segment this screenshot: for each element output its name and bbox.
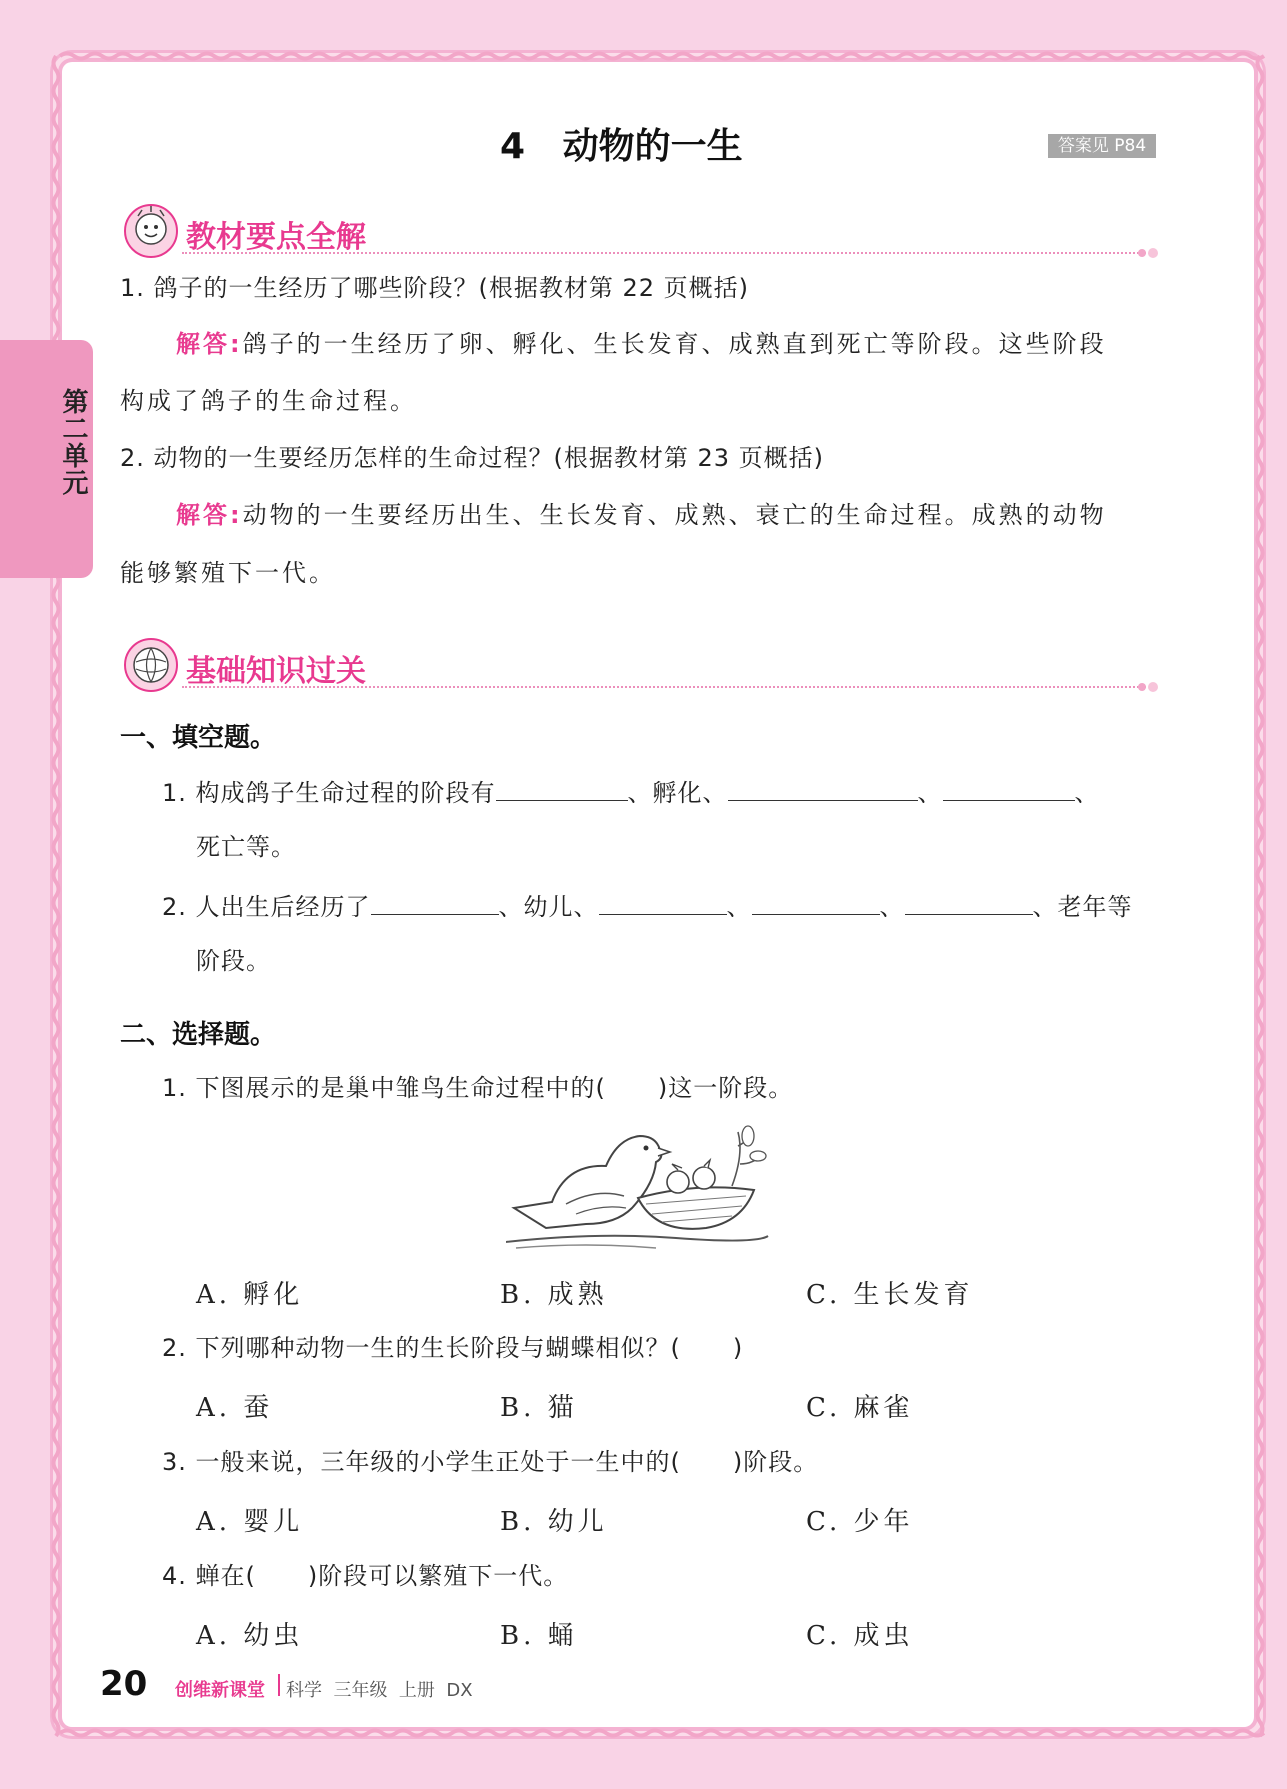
fill-question-2-cont: 阶段。: [196, 947, 271, 975]
fill-question-2: [162, 886, 1133, 925]
choice-4-option-b[interactable]: B. 蛹: [500, 1621, 578, 1651]
answer-blank[interactable]: [943, 772, 1075, 801]
answer-2-line-2: 能够繁殖下一代。: [120, 559, 336, 587]
choice-2-option-b[interactable]: B. 猫: [500, 1393, 578, 1423]
choice-question-4: [162, 1558, 568, 1594]
section-title: 教材要点全解: [186, 220, 366, 255]
choice-4-option-c[interactable]: C. 成虫: [806, 1621, 914, 1651]
section-header-key-points: [118, 202, 1160, 258]
unit-tab-label: 第二单元: [58, 388, 88, 496]
question-text: 、: [726, 893, 752, 921]
mascot-icon: [122, 202, 180, 260]
question-text: 、幼儿、: [498, 893, 599, 921]
bird-nest-illustration: [506, 1124, 774, 1254]
question-text: 3. 一般来说，三年级的小学生正处于一生中的(: [162, 1448, 681, 1476]
page-number: 20: [100, 1664, 148, 1704]
answer-label: 解答:: [176, 501, 243, 529]
answer-blank[interactable]: [905, 886, 1033, 915]
answer-text: 动物的一生要经历出生、生长发育、成熟、衰亡的生命过程。成熟的动物: [242, 501, 1107, 529]
question-text: )这一阶段。: [657, 1074, 794, 1102]
fill-question-1-cont: 死亡等。: [196, 833, 296, 861]
choice-1-option-b[interactable]: B. 成熟: [500, 1280, 608, 1310]
question-2: 2. 动物的一生要经历怎样的生命过程？(根据教材第 23 页概括): [120, 444, 825, 472]
choice-2-option-c[interactable]: C. 麻雀: [806, 1393, 914, 1423]
choice-3-option-b[interactable]: B. 幼儿: [500, 1507, 608, 1537]
question-text: )阶段可以繁殖下一代。: [307, 1562, 569, 1590]
section-title: 基础知识过关: [186, 654, 366, 689]
answer-blank[interactable]: [728, 772, 918, 801]
question-text: 、: [917, 779, 943, 807]
question-text: )阶段。: [732, 1448, 819, 1476]
decor-dots-icon: [1136, 680, 1160, 694]
book-info: 科学 三年级 上册 DX: [286, 1680, 473, 1701]
choice-question-2: [162, 1330, 743, 1366]
choice-1-option-a[interactable]: A. 孵化: [196, 1280, 304, 1310]
footer-separator: [278, 1674, 280, 1696]
answer-blank[interactable]: [599, 886, 727, 915]
answer-text: 鸽子的一生经历了卵、孵化、生长发育、成熟直到死亡等阶段。这些阶段: [242, 330, 1107, 358]
answer-label: 解答:: [176, 330, 243, 358]
question-text: 、: [1074, 779, 1100, 807]
answer-blank[interactable]: [496, 772, 628, 801]
question-text: 2. 下列哪种动物一生的生长阶段与蝴蝶相似？(: [162, 1334, 681, 1362]
page-title: 4 动物的一生: [500, 126, 743, 167]
answer-blank[interactable]: [752, 886, 880, 915]
question-1: 1. 鸽子的一生经历了哪些阶段？(根据教材第 22 页概括): [120, 274, 750, 302]
choice-3-option-c[interactable]: C. 少年: [806, 1507, 914, 1537]
choice-question-3: [162, 1444, 818, 1480]
choice-question-1: [162, 1070, 793, 1106]
section-divider: [182, 252, 1146, 254]
answer-2-line-1: [176, 497, 1107, 533]
question-text: 1. 构成鸽子生命过程的阶段有: [162, 779, 496, 807]
choice-4-option-a[interactable]: A. 幼虫: [196, 1621, 304, 1651]
fill-blank-heading: 一、填空题。: [120, 723, 277, 753]
answer-1-line-1: [176, 326, 1107, 362]
answer-blank[interactable]: [371, 886, 499, 915]
choice-3-option-a[interactable]: A. 婴儿: [196, 1507, 304, 1537]
globe-mascot-icon: [122, 636, 180, 694]
question-text: 1. 下图展示的是巢中雏鸟生命过程中的(: [162, 1074, 606, 1102]
question-text: 、孵化、: [627, 779, 728, 807]
question-text: 2. 人出生后经历了: [162, 893, 371, 921]
choice-2-option-a[interactable]: A. 蚕: [196, 1393, 274, 1423]
brand-name: 创维新课堂: [175, 1680, 265, 1701]
question-text: 4. 蝉在(: [162, 1562, 256, 1590]
choice-1-option-c[interactable]: C. 生长发育: [806, 1280, 974, 1310]
question-text: 、老年等: [1032, 893, 1133, 921]
decor-dots-icon: [1136, 246, 1160, 260]
section-divider: [182, 686, 1146, 688]
choice-heading: 二、选择题。: [120, 1020, 277, 1050]
answer-reference-badge: 答案见 P84: [1048, 134, 1156, 158]
answer-1-line-2: 构成了鸽子的生命过程。: [120, 387, 417, 415]
question-text: ): [732, 1334, 744, 1362]
section-header-basics: [118, 636, 1160, 692]
fill-question-1: [162, 772, 1100, 811]
question-text: 、: [879, 893, 905, 921]
